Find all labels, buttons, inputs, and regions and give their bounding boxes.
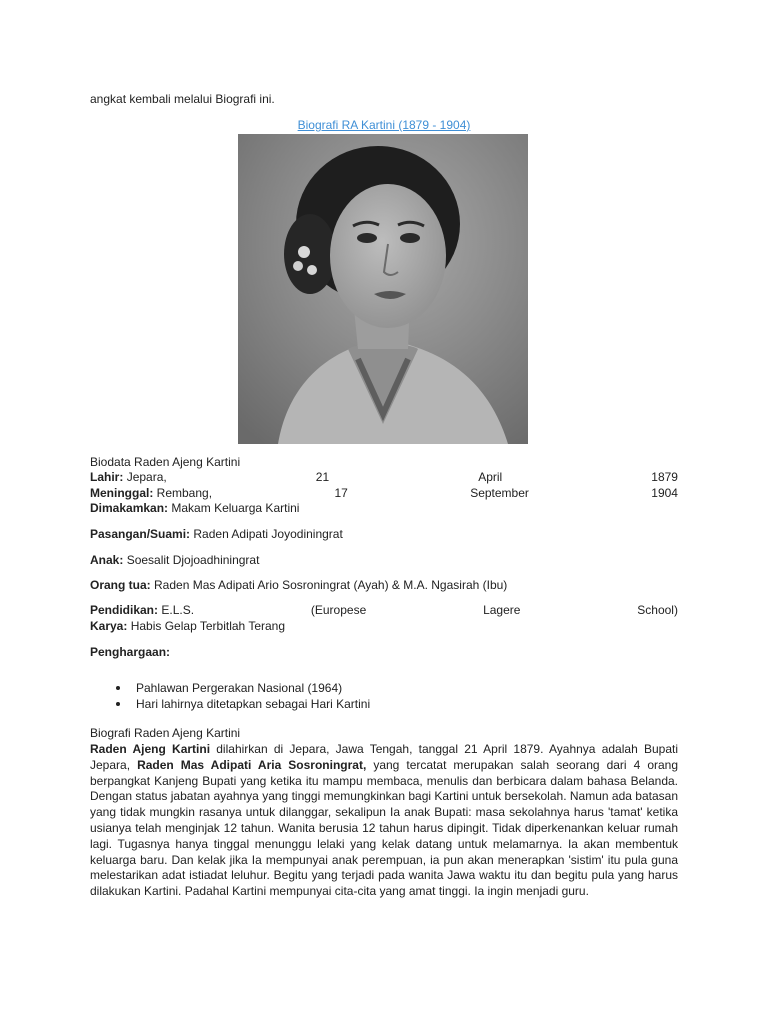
pendidikan-v2: (Europese [310,603,367,617]
bio-text-2: yang tercatat merupakan salah seorang dari 4 orang berpangkat Kanjeng Bupati yang ketika itu mampu membaca, menulis dan berbicara dalam bahasa Belanda. Dengan status jabatan ayahnya yang tinggi memungkinkan bagi Kartini untuk bersekolah. Namun ada batasan yang tidak mungkin rasanya untuk dilanggar, sekalipun Ia anak Bupati: masa sekolahnya harus 'tamat' ketika usianya telah menginjak 12 tahun. Wanita berusia 12 tahun harus dipingit. Tidak diperkenankan keluar rumah lagi. Tugasnya hanya tinggal menunggu lelaki yang kelak datang untuk melamarnya. Ia akan membentuk keluarga baru. Dan kelak jika Ia mempunyai anak perempuan, ia pun akan menerapkan 'sistim' itu pula guna melestarikan adat istiadat leluhur. Begitu yang terjadi pada wanita Jawa waktu itu dan begitu pula yang harus dilakukan Kartini. Padahal Kartini mempunyai cita-cita yang amat tinggi. Ia ingin menjadi guru. [90,757,679,899]
pendidikan-v1: E.L.S. [161,603,195,617]
meninggal-year: 1904 [651,486,678,500]
meninggal-place-group [90,486,212,501]
dimakamkan-value: Makam Keluarga Kartini [171,501,300,515]
lahir-row [90,470,678,485]
lahir-label: Lahir: [90,470,124,484]
lahir-month: April [478,470,503,484]
dimakamkan-row [90,501,678,516]
orang-tua-row [90,578,678,593]
orang-tua-label: Orang tua: [90,578,151,592]
lahir-place-group [90,470,167,485]
bio-name-father: Raden Mas Adipati Aria Sosroningrat, [137,757,367,772]
karya-value: Habis Gelap Terbitlah Terang [130,619,286,633]
list-item: Pahlawan Pergerakan Nasional (1964) [90,680,370,696]
biodata-heading: Biodata Raden Ajeng Kartini [90,455,241,469]
orang-tua-value: Raden Mas Adipati Ario Sosroningrat (Ayah) & M.A. Ngasirah (Ibu) [154,578,508,592]
intro-text: angkat kembali melalui Biografi ini. [90,92,275,106]
karya-label: Karya: [90,619,128,633]
anak-label: Anak: [90,553,124,567]
anak-value: Soesalit Djojoadhiningrat [126,553,260,567]
karya-row [90,619,678,634]
bio-name-kartini: Raden Ajeng Kartini [90,742,211,756]
lahir-year: 1879 [651,470,678,484]
pasangan-value: Raden Adipati Joyodiningrat [193,527,343,541]
lahir-place: Jepara, [126,470,167,484]
meninggal-month: September [470,486,529,500]
penghargaan-heading [90,645,678,660]
bio-heading: Biografi Raden Ajeng Kartini [90,726,241,740]
penghargaan-label: Penghargaan: [90,645,171,659]
bio-text-1: dilahirkan di Jepara, Jawa Tengah, tanggal 21 April 1879. Ayahnya adalah Bupati Jepara, [90,742,678,772]
list-item: Hari lahirnya ditetapkan sebagai Hari Kartini [90,696,370,712]
pendidikan-row [90,603,678,618]
bio-paragraph [90,742,678,900]
pasangan-label: Pasangan/Suami: [90,527,191,541]
pendidikan-v3: Lagere [483,603,521,617]
portrait-photo [238,134,528,444]
meninggal-day: 17 [334,486,348,500]
anak-row [90,553,678,568]
meninggal-row [90,486,678,501]
pendidikan-first-group [90,603,194,618]
dimakamkan-label: Dimakamkan: [90,501,169,515]
pendidikan-label: Pendidikan: [90,603,159,617]
meninggal-label: Meninggal: [90,486,154,500]
pendidikan-v4: School) [637,603,678,617]
pasangan-row [90,527,678,542]
photo-caption-link[interactable]: Biografi RA Kartini (1879 - 1904) [297,118,471,132]
meninggal-place: Rembang, [156,486,213,500]
lahir-day: 21 [315,470,330,484]
penghargaan-list [90,680,370,712]
